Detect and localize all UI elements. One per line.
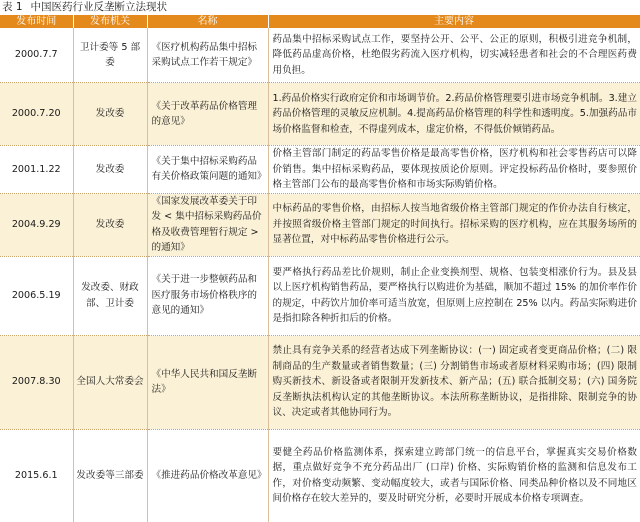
cell-content: 中标药品的零售价格，由招标人按当地省级价格主管部门规定的作价办法自行核定，并按照省级价格主管部门规定的时间执行。招标采购的医疗机构，应在其服务场所的显著位置，对中标药品零售价格进行公示。 (268, 193, 640, 256)
cell-name: 《推进药品价格改革意见》 (147, 429, 268, 522)
cell-date: 2004.9.29 (0, 193, 73, 256)
table-row (0, 28, 640, 83)
table-row (0, 429, 640, 522)
cell-agency: 发改委 (73, 193, 147, 256)
cell-name: 《医疗机构药品集中招标采购试点工作若干规定》 (147, 28, 268, 83)
cell-agency: 全国人大常委会 (73, 335, 147, 429)
cell-agency: 发改委、财政部、卫计委 (73, 256, 147, 335)
table-row (0, 256, 640, 335)
cell-agency: 发改委 (73, 146, 147, 194)
cell-content: 要严格执行药品差比价规则，制止企业变换剂型、规格、包装变相涨价行为。县及县以上医疗机构销售药品，要严格执行以购进价为基础，顺加不超过 15% 的加价率作价的规定，中药饮片加价率可适当放宽，但原则上应控制在 25% 以内。药品实际购进价是指扣除各种折扣后的价格。 (268, 256, 640, 335)
cell-date: 2000.7.7 (0, 28, 73, 83)
cell-content: 1.药品价格实行政府定价和市场调节价。2.药品价格管理要引进市场竞争机制。3.建立药品价格管理的灵敏反应机制。4.提高药品价格管理的科学性和透明度。5.加强药品市场价格监督和检查，不得虚列成本，虚定价格，不得低价倾销药品。 (268, 83, 640, 146)
header-name: 名称 (147, 15, 268, 28)
legislation-table (0, 15, 640, 522)
header-content: 主要内容 (268, 15, 640, 28)
cell-agency: 卫计委等 5 部委 (73, 28, 147, 83)
cell-date: 2015.6.1 (0, 429, 73, 522)
table-header-row (0, 15, 640, 28)
cell-content: 价格主管部门制定的药品零售价格是最高零售价格，医疗机构和社会零售药店可以降价销售。集中招标采购药品，要体现按质论价原则。评定投标药品价格时，要参照价格主管部门公布的最高零售价格和市场实际购销价格。 (268, 146, 640, 194)
cell-name: 《中华人民共和国反垄断法》 (147, 335, 268, 429)
cell-name: 《国家发展改革委关于印发 < 集中招标采购药品价格及收费管理暂行规定 > 的通知》 (147, 193, 268, 256)
cell-agency: 发改委等三部委 (73, 429, 147, 522)
cell-date: 2006.5.19 (0, 256, 73, 335)
table-row (0, 193, 640, 256)
table-row (0, 335, 640, 429)
cell-content: 禁止具有竞争关系的经营者达成下列垄断协议：(一) 固定或者变更商品价格；(二) 限制商品的生产数量或者销售数量；(三) 分割销售市场或者原材料采购市场；(四) 限制购买新技术、新设备或者限制开发新技术、新产品；(五) 联合抵制交易；(六) 国务院反垄断执法机构认定的其他垄断协议。本法所称垄断协议，是指排除、限制竞争的协议、决定或者其他协同行为。 (268, 335, 640, 429)
cell-name: 《关于集中招标采购药品有关价格政策问题的通知》 (147, 146, 268, 194)
cell-agency: 发改委 (73, 83, 147, 146)
caption-label: 表 1 (2, 1, 23, 13)
cell-content: 药品集中招标采购试点工作，要坚持公开、公平、公正的原则，积极引进竞争机制，降低药品虚高价格，杜绝假劣药流入医疗机构，切实减轻患者和社会的不合理医药费用负担。 (268, 28, 640, 83)
cell-name: 《关于改革药品价格管理的意见》 (147, 83, 268, 146)
cell-date: 2007.8.30 (0, 335, 73, 429)
cell-name: 《关于进一步整顿药品和医疗服务市场价格秩序的意见的通知》 (147, 256, 268, 335)
table-row (0, 146, 640, 194)
header-agency: 发布机关 (73, 15, 147, 28)
table-row (0, 83, 640, 146)
header-date: 发布时间 (0, 15, 73, 28)
cell-date: 2001.1.22 (0, 146, 73, 194)
cell-content: 要健全药品价格监测体系，探索建立跨部门统一的信息平台，掌握真实交易价格数据，重点做好竞争不充分药品出厂 (口岸) 价格、实际购销价格的监测和信息发布工作，对价格变动频繁、变动幅度较大，或者与国际价格、同类品种价格以及不同地区间价格存在较大差异的，要及时研究分析，必要时开展成本价格专项调查。 (272, 446, 637, 504)
table-caption (0, 0, 640, 15)
cell-date: 2000.7.20 (0, 83, 73, 146)
caption-title: 中国医药行业反垄断立法现状 (30, 1, 168, 13)
